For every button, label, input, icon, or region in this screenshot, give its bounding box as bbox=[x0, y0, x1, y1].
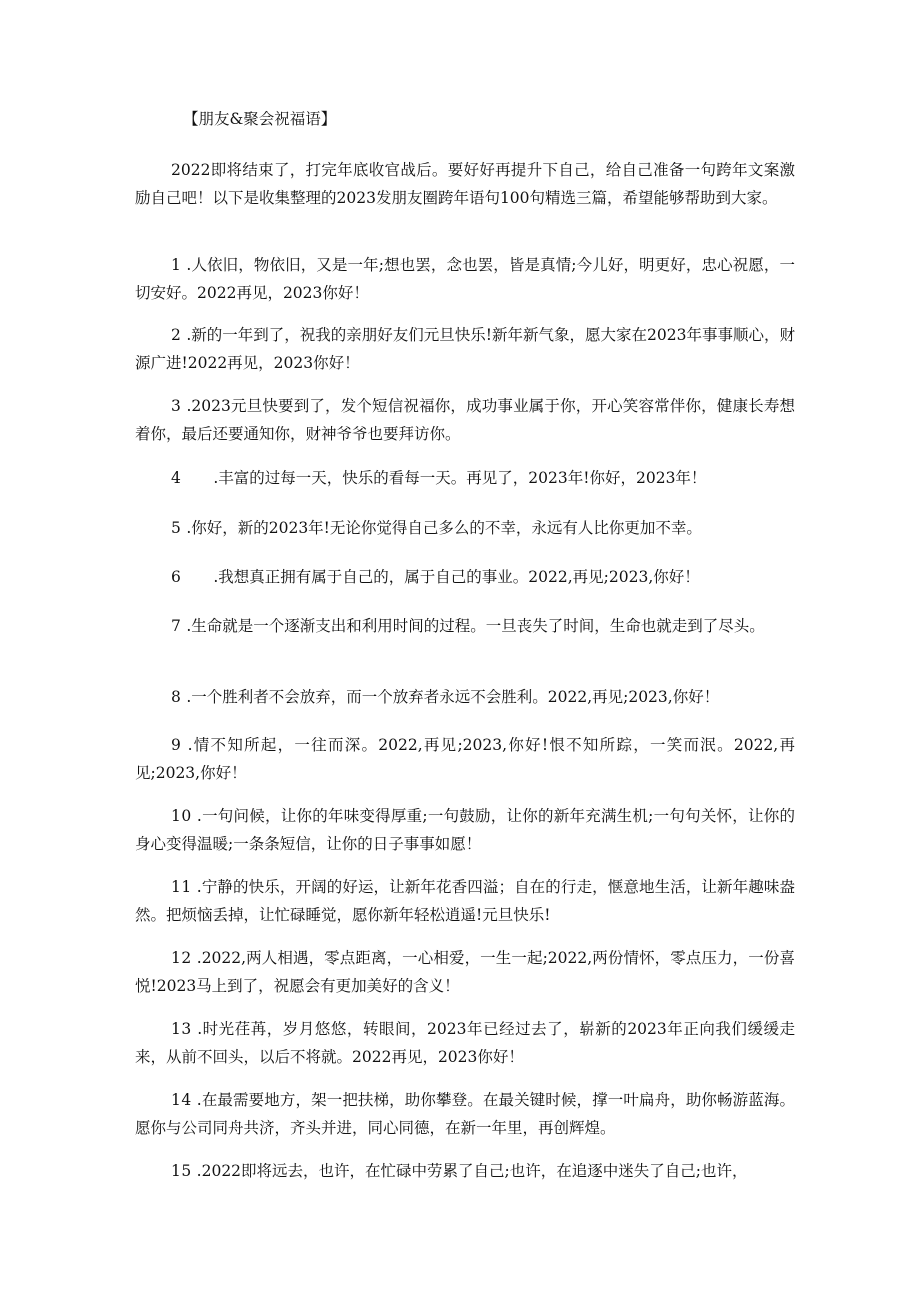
list-item bbox=[135, 944, 795, 1000]
item-number: 4 bbox=[171, 469, 182, 487]
item-number: 9 bbox=[171, 736, 182, 754]
item-number: 10 bbox=[171, 807, 192, 825]
item-number: 6 bbox=[171, 568, 182, 586]
list-item bbox=[135, 321, 795, 377]
document-title: 【朋友&聚会祝福语】 bbox=[183, 110, 337, 128]
item-number: 12 bbox=[171, 949, 192, 967]
item-number: 5 bbox=[171, 519, 182, 537]
item-number: 1 bbox=[171, 256, 182, 274]
item-number: 14 bbox=[171, 1091, 192, 1109]
item-text: .生命就是一个逐渐支出和利用时间的过程。一旦丧失了时间，生命也就走到了尽头。 bbox=[186, 617, 765, 635]
list-item bbox=[135, 731, 795, 787]
list-item bbox=[135, 464, 795, 492]
list-item bbox=[135, 563, 795, 591]
item-text: .一个胜利者不会放弃，而一个放弃者永远不会胜利。2022,再见;2023,你好！ bbox=[186, 688, 720, 706]
item-text: .宁静的快乐，开阔的好运，让新年花香四溢；自在的行走，惬意地生活，让新年趣味盎然。把烦恼丢掉，让忙碌睡觉，愿你新年轻松逍遥!元旦快乐! bbox=[135, 878, 795, 924]
list-item bbox=[135, 612, 795, 640]
item-text: .人依旧，物依旧，又是一年;想也罢，念也罢，皆是真情;今儿好，明更好，忠心祝愿，一切安好。2022再见，2023你好！ bbox=[135, 256, 796, 302]
item-number: 2 bbox=[171, 326, 182, 344]
list-item bbox=[135, 1086, 795, 1142]
item-text: .我想真正拥有属于自己的，属于自己的事业。2022,再见;2023,你好！ bbox=[213, 568, 700, 586]
list-item bbox=[135, 873, 795, 929]
item-text: .丰富的过每一天，快乐的看每一天。再见了，2023年!你好，2023年！ bbox=[213, 469, 707, 487]
item-text: .新的一年到了，祝我的亲朋好友们元旦快乐!新年新气象，愿大家在2023年事事顺心，财源广进!2022再见，2023你好！ bbox=[135, 326, 795, 372]
item-text: .2023元旦快要到了，发个短信祝福你，成功事业属于你，开心笑容常伴你，健康长寿想着你，最后还要通知你，财神爷爷也要拜访你。 bbox=[135, 397, 795, 443]
item-number: 13 bbox=[171, 1020, 192, 1038]
intro-paragraph: 2022即将结束了，打完年底收官战后。要好好再提升下自己，给自己准备一句跨年文案激励自己吧！以下是收集整理的2023发朋友圈跨年语句100句精选三篇，希望能够帮助到大家。 bbox=[135, 161, 795, 207]
item-text: .在最需要地方，架一把扶梯，助你攀登。在最关键时候，撑一叶扁舟，助你畅游蓝海。愿你与公司同舟共济，齐头并进，同心同德，在新一年里，再创辉煌。 bbox=[135, 1091, 795, 1137]
item-text: .一句问候，让你的年味变得厚重;一句鼓励，让你的新年充满生机;一句句关怀，让你的身心变得温暖;一条条短信，让你的日子事事如愿！ bbox=[135, 807, 795, 853]
item-text: .2022即将远去，也许，在忙碌中劳累了自己;也许，在追逐中迷失了自己;也许， bbox=[196, 1162, 748, 1180]
list-item bbox=[135, 514, 795, 542]
item-text: .时光荏苒，岁月悠悠，转眼间，2023年已经过去了，崭新的2023年正向我们缓缓走来，从前不回头，以后不将就。2022再见，2023你好！ bbox=[135, 1020, 795, 1066]
item-number: 8 bbox=[171, 688, 182, 706]
item-number: 3 bbox=[171, 397, 182, 415]
list-item bbox=[135, 1157, 795, 1185]
list-item bbox=[135, 251, 795, 307]
list-item bbox=[135, 1015, 795, 1071]
item-number: 15 bbox=[171, 1162, 192, 1180]
item-number: 11 bbox=[171, 878, 192, 896]
item-text: .情不知所起，一往而深。2022,再见;2023,你好!恨不知所踪，一笑而泯。2022,再见;2023,你好！ bbox=[135, 736, 795, 782]
list-item bbox=[135, 802, 795, 858]
item-text: .你好，新的2023年!无论你觉得自己多么的不幸，永远有人比你更加不幸。 bbox=[186, 519, 702, 537]
item-text: .2022,两人相遇，零点距离，一心相爱，一生一起;2022,两份情怀，零点压力，一份喜悦!2023马上到了，祝愿会有更加美好的含义！ bbox=[135, 949, 795, 995]
list-item bbox=[135, 683, 795, 711]
list-item bbox=[135, 392, 795, 448]
item-number: 7 bbox=[171, 617, 182, 635]
